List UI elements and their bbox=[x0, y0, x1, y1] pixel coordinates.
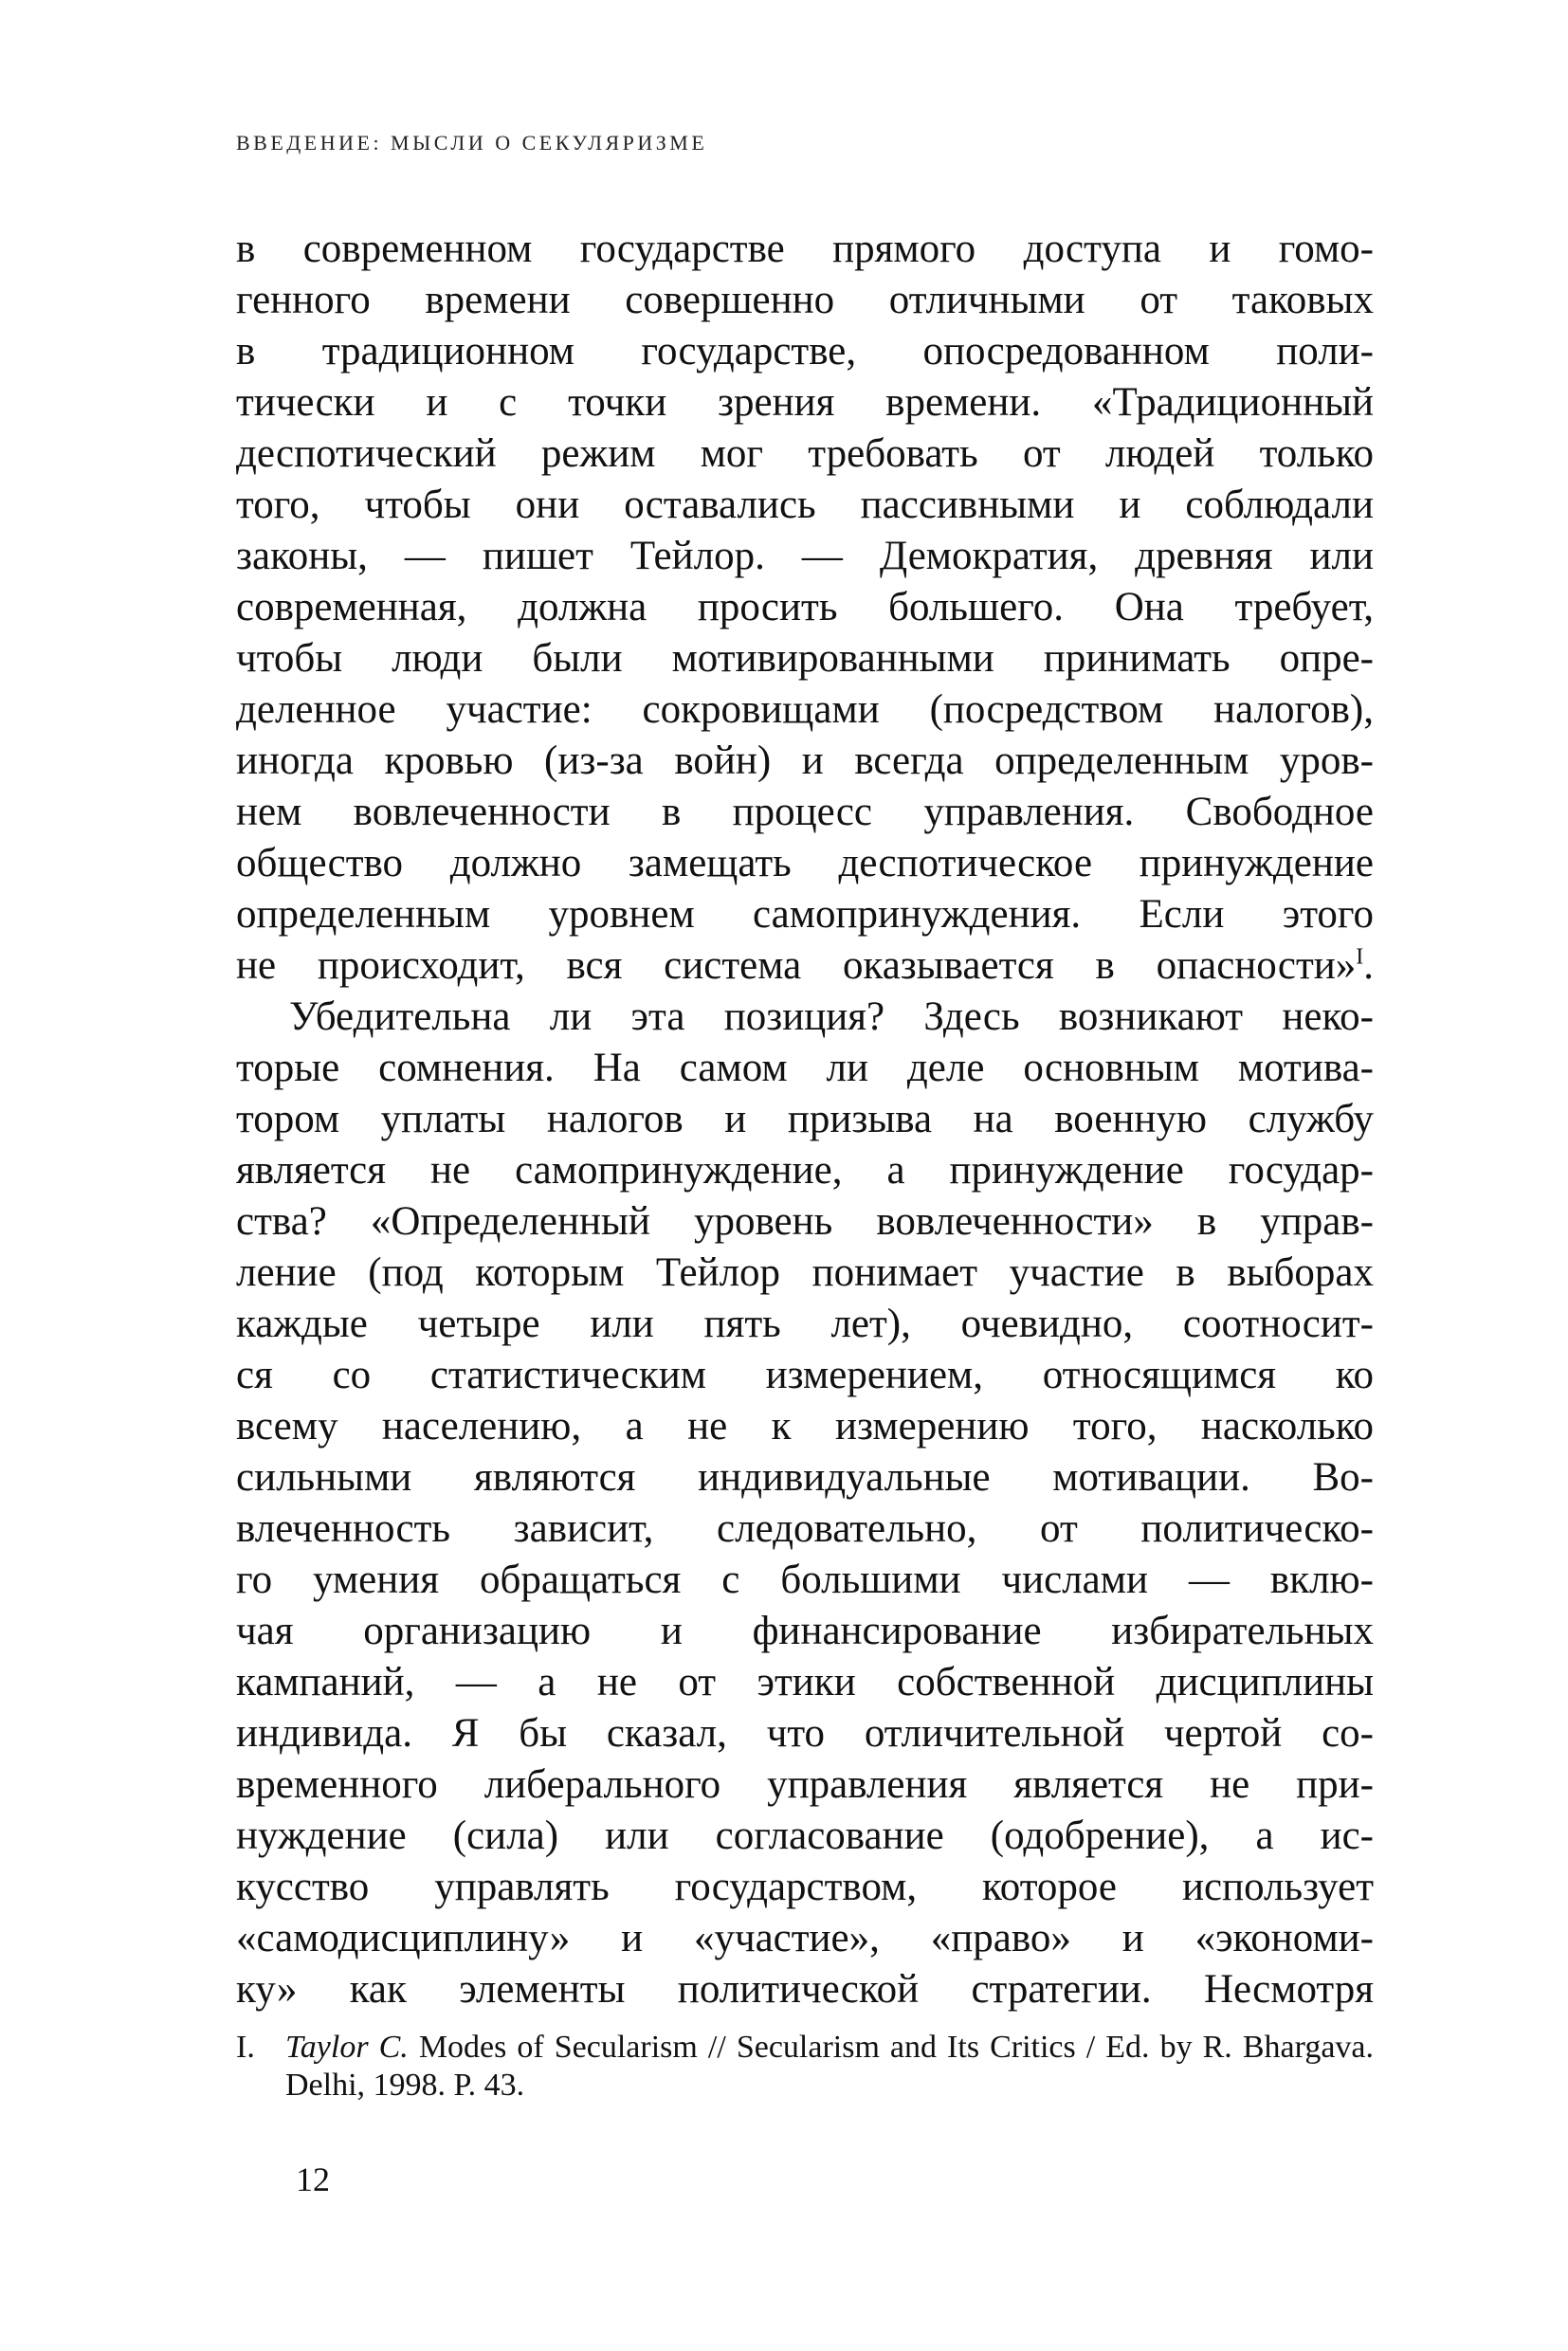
text-line-content: общество должно замещать деспотическое принуждение bbox=[236, 841, 1374, 885]
text-line-content: иногда кровью (из-за войн) и всегда определенным уров- bbox=[236, 738, 1374, 783]
text-line bbox=[236, 1913, 1374, 1964]
body-text bbox=[236, 224, 1374, 2015]
text-line-content: торые сомнения. На самом ли деле основным мотива- bbox=[236, 1046, 1374, 1090]
text-line bbox=[236, 940, 1374, 992]
text-line-content: «самодисциплину» и «участие», «право» и «экономи- bbox=[236, 1916, 1374, 1960]
text-line bbox=[236, 377, 1374, 428]
text-line-content: чтобы люди были мотивированными принимать опре- bbox=[236, 636, 1374, 681]
text-line bbox=[236, 1452, 1374, 1504]
text-line bbox=[236, 1248, 1374, 1299]
text-line-content: тором уплаты налогов и призыва на военную службу bbox=[236, 1097, 1374, 1141]
text-line-content: влеченность зависит, следовательно, от политическо- bbox=[236, 1506, 1374, 1551]
text-line bbox=[236, 787, 1374, 838]
text-line bbox=[236, 1401, 1374, 1452]
page-number: 12 bbox=[296, 2160, 330, 2198]
text-line bbox=[236, 838, 1374, 889]
text-line bbox=[236, 326, 1374, 377]
text-line-content: Убедительна ли эта позиция? Здесь возникают неко- bbox=[289, 994, 1374, 1039]
text-line bbox=[236, 1964, 1374, 2015]
text-line-content: индивида. Я бы сказал, что отличительной чертой со- bbox=[236, 1711, 1374, 1756]
text-line-content: го умения обращаться с большими числами — вклю- bbox=[236, 1558, 1374, 1602]
text-line-content: в современном государстве прямого доступа и гомо- bbox=[236, 227, 1374, 271]
footnote-reference[interactable]: I bbox=[1356, 944, 1364, 970]
text-line-content: деспотический режим мог требовать от людей только bbox=[236, 431, 1374, 476]
text-line-content: нуждение (сила) или согласование (одобрение), а ис- bbox=[236, 1813, 1374, 1858]
text-line bbox=[236, 1862, 1374, 1913]
footnote-number: I. bbox=[236, 2030, 255, 2065]
text-line-content: является не самопринуждение, а принуждение государ- bbox=[236, 1148, 1374, 1193]
text-line bbox=[236, 1708, 1374, 1759]
text-line-content: современная, должна просить большего. Она требует, bbox=[236, 585, 1374, 629]
text-line-content: законы, — пишет Тейлор. — Демократия, древняя или bbox=[236, 534, 1374, 578]
text-line-content: ства? «Определенный уровень вовлеченности» в управ- bbox=[236, 1199, 1374, 1244]
text-line bbox=[236, 1094, 1374, 1145]
text-line-content: ку» как элементы политической стратегии. Несмотря bbox=[236, 1967, 1374, 2012]
text-line-content: нем вовлеченности в процесс управления. Свободное bbox=[236, 790, 1374, 834]
text-line bbox=[236, 1350, 1374, 1401]
footnote-text bbox=[285, 2029, 1374, 2105]
footnote-citation: Modes of Secularism // Secularism and Its Critics / Ed. by R. Bhargava. Delhi, 1998. P. 43. bbox=[285, 2030, 1374, 2103]
text-line-content: всему населению, а не к измерению того, насколько bbox=[236, 1404, 1374, 1449]
text-line bbox=[236, 428, 1374, 480]
running-head: ВВЕДЕНИЕ: МЫСЛИ О СЕКУЛЯРИЗМЕ bbox=[236, 131, 708, 155]
text-line-content: тически и с точки зрения времени. «Традиционный bbox=[236, 380, 1374, 425]
footnote-author: Taylor C. bbox=[285, 2030, 409, 2065]
text-line-content: чая организацию и финансирование избирательных bbox=[236, 1609, 1374, 1653]
text-line-content: того, чтобы они оставались пассивными и соблюдали bbox=[236, 483, 1374, 527]
text-line bbox=[236, 480, 1374, 531]
text-line-content: сильными являются индивидуальные мотивации. Во- bbox=[236, 1455, 1374, 1500]
text-line-content: ся со статистическим измерением, относящимся ко bbox=[236, 1353, 1374, 1397]
text-line bbox=[236, 1145, 1374, 1196]
text-line bbox=[236, 684, 1374, 736]
text-line-content: кусство управлять государством, которое использует bbox=[236, 1865, 1374, 1909]
text-line bbox=[236, 736, 1374, 787]
text-line bbox=[236, 1555, 1374, 1606]
text-line bbox=[236, 889, 1374, 940]
text-line bbox=[236, 633, 1374, 684]
text-line-content: ление (под которым Тейлор понимает участие в выборах bbox=[236, 1250, 1374, 1295]
text-line-content: кампаний, — а не от этики собственной дисциплины bbox=[236, 1660, 1374, 1704]
text-line bbox=[236, 1196, 1374, 1248]
text-line-content: определенным уровнем самопринуждения. Если этого bbox=[236, 892, 1374, 937]
text-line-content: не происходит, вся система оказывается в опасности» bbox=[236, 943, 1357, 988]
text-line bbox=[236, 531, 1374, 582]
text-line bbox=[236, 582, 1374, 633]
text-line-content: генного времени совершенно отличными от таковых bbox=[236, 278, 1374, 322]
text-line-content: временного либерального управления является не при- bbox=[236, 1762, 1374, 1807]
footnote bbox=[236, 2029, 1374, 2105]
text-line-content: каждые четыре или пять лет), очевидно, соотносит- bbox=[236, 1302, 1374, 1346]
sentence-period: . bbox=[1363, 943, 1374, 988]
text-line-content: деленное участие: сокровищами (посредством налогов), bbox=[236, 687, 1374, 732]
text-line bbox=[236, 1504, 1374, 1555]
text-line bbox=[236, 1299, 1374, 1350]
text-line-content: в традиционном государстве, опосредованном поли- bbox=[236, 329, 1374, 374]
text-line bbox=[236, 1811, 1374, 1862]
text-line bbox=[236, 1657, 1374, 1708]
text-line bbox=[236, 224, 1374, 275]
text-line bbox=[236, 275, 1374, 326]
text-line bbox=[236, 1606, 1374, 1657]
text-line bbox=[236, 1759, 1374, 1811]
text-line bbox=[236, 1043, 1374, 1094]
text-line bbox=[236, 992, 1374, 1043]
